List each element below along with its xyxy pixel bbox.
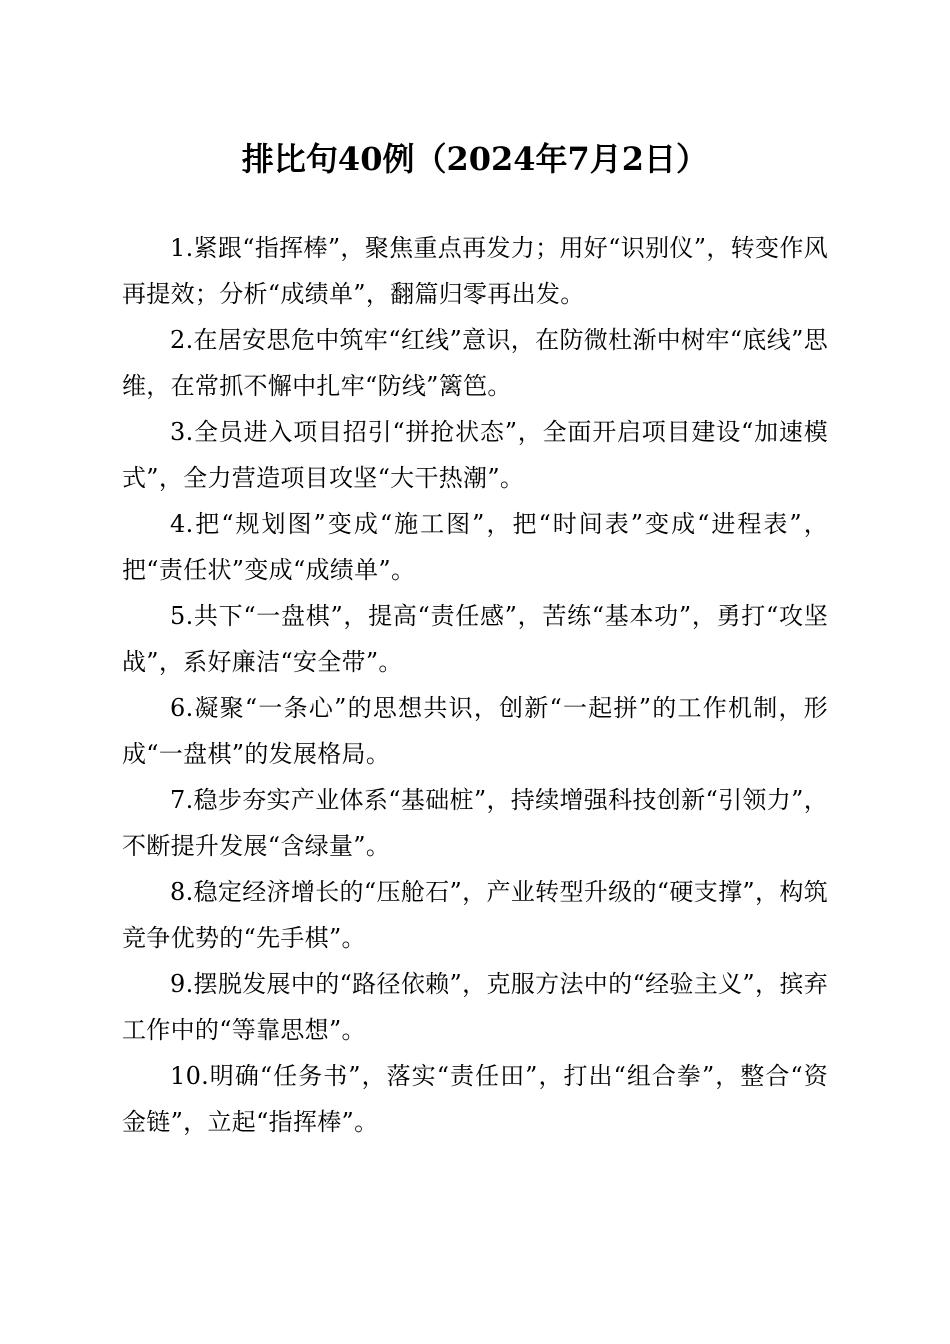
paragraph-4: 4.把“规划图”变成“施工图”，把“时间表”变成“进程表”，把“责任状”变成“成绩单”。: [122, 510, 828, 584]
paragraph-6: 6.凝聚“一条心”的思想共识，创新“一起拼”的工作机制，形成“一盘棋”的发展格局。: [122, 694, 828, 768]
paragraph-10: 10.明确“任务书”，落实“责任田”，打出“组合拳”，整合“资金链”，立起“指挥棒”。: [122, 1062, 828, 1136]
paragraph-2: 2.在居安思危中筑牢“红线”意识，在防微杜渐中树牢“底线”思维，在常抓不懈中扎牢“防线”篱笆。: [122, 326, 828, 400]
paragraph-3: 3.全员进入项目招引“拼抢状态”，全面开启项目建设“加速模式”，全力营造项目攻坚“大干热潮”。: [122, 418, 828, 492]
paragraph-5: 5.共下“一盘棋”，提高“责任感”，苦练“基本功”，勇打“攻坚战”，系好廉洁“安全带”。: [122, 602, 828, 676]
document-body: [122, 225, 828, 1145]
document-title: 排比句40例（2024年7月2日）: [241, 140, 709, 178]
paragraph-8: 8.稳定经济增长的“压舱石”，产业转型升级的“硬支撑”，构筑竞争优势的“先手棋”。: [122, 878, 828, 952]
paragraph-7: 7.稳步夯实产业体系“基础桩”，持续增强科技创新“引领力”，不断提升发展“含绿量”。: [122, 786, 828, 860]
paragraph-9: 9.摆脱发展中的“路径依赖”，克服方法中的“经验主义”，摈弃工作中的“等靠思想”。: [122, 970, 828, 1044]
paragraph-1: 1.紧跟“指挥棒”，聚焦重点再发力；用好“识别仪”，转变作风再提效；分析“成绩单”，翻篇归零再出发。: [122, 234, 828, 308]
